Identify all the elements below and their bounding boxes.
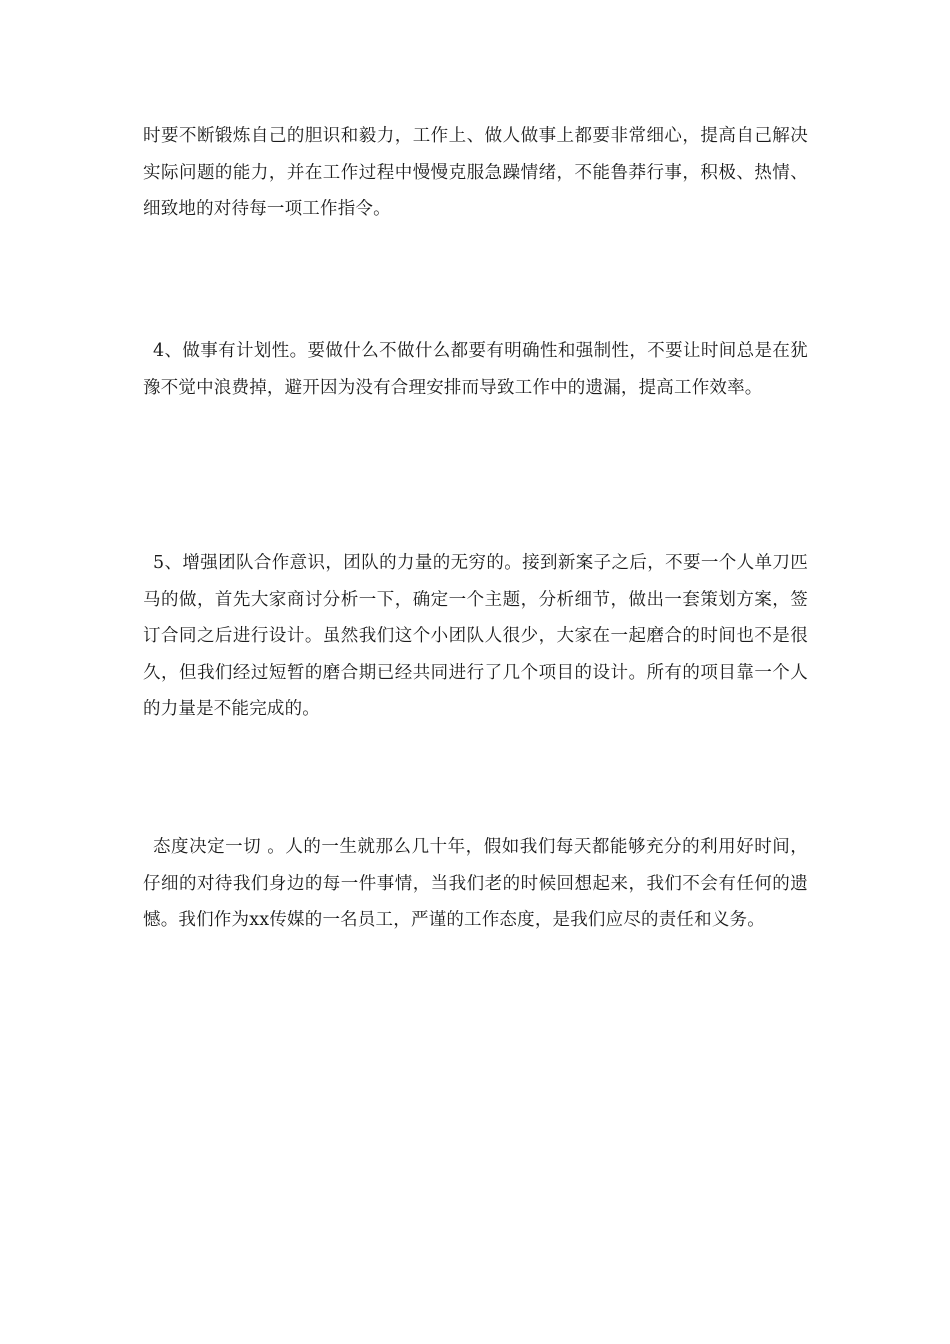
paragraph-continuation: 时要不断锻炼自己的胆识和毅力，工作上、做人做事上都要非常细心，提高自己解决实际问题的能力，并在工作过程中慢慢克服急躁情绪，不能鲁莽行事，积极、热情、细致地的对待每一项工作指令。 <box>143 126 808 219</box>
paragraph-attitude: 态度决定一切 。人的一生就那么几十年，假如我们每天都能够充分的利用好时间，仔细的对待我们身边的每一件事情，当我们老的时候回想起来，我们不会有任何的遗憾。我们作为xx传媒的一名员工，严谨的工作态度，是我们应尽的责任和义务。 <box>143 837 808 930</box>
paragraph-planning: 4、做事有计划性。要做什么不做什么都要有明确性和强制性，不要让时间总是在犹豫不觉中浪费掉，避开因为没有合理安排而导致工作中的遗漏，提高工作效率。 <box>143 341 808 398</box>
paragraph-teamwork: 5、增强团队合作意识，团队的力量的无穷的。接到新案子之后，不要一个人单刀匹马的做，首先大家商讨分析一下，确定一个主题，分析细节，做出一套策划方案，签订合同之后进行设计。虽然我们这个小团队人很少，大家在一起磨合的时间也不是很久，但我们经过短暂的磨合期已经共同进行了几个项目的设计。所有的项目靠一个人的力量是不能完成的。 <box>143 553 808 719</box>
